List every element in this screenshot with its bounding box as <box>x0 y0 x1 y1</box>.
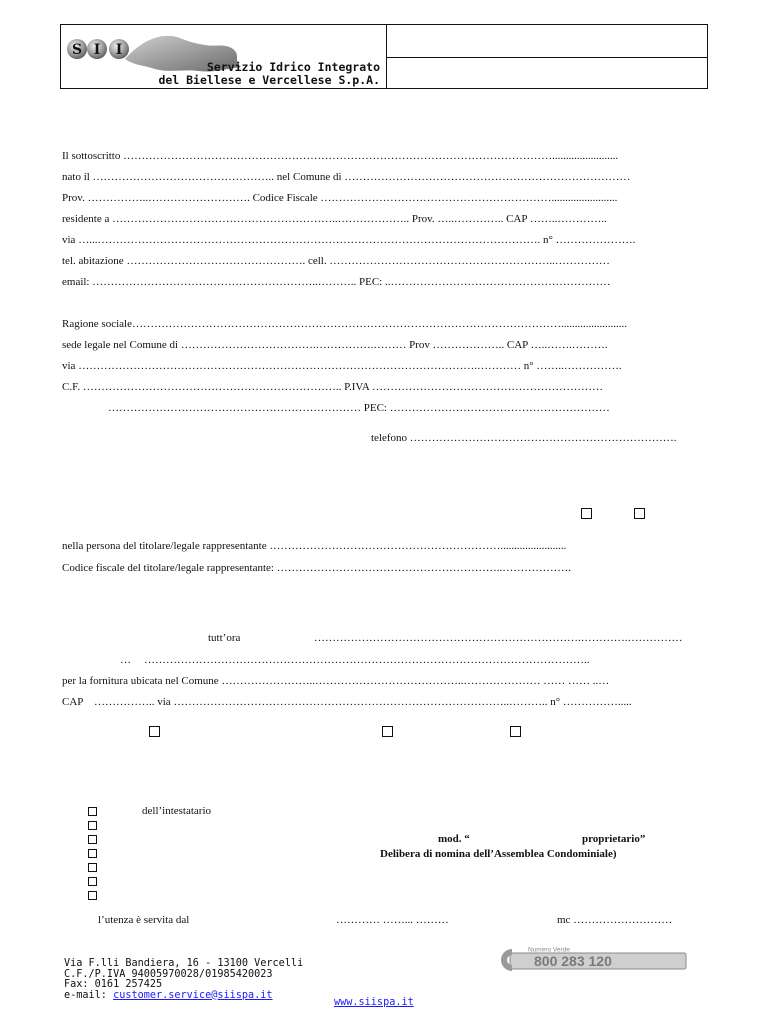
label-proprietario: proprietario” <box>582 833 646 845</box>
field-sottoscritto[interactable]: Il sottoscritto ………………………………………………………………………………………………………........................ <box>62 150 619 162</box>
attachment-checkbox-7[interactable] <box>88 891 97 900</box>
field-prov-codice-fiscale[interactable]: Prov. ……………..………………………. Codice Fiscale ………………………………………………………........................ <box>62 192 618 204</box>
numero-verde-label: Numero Verde <box>528 946 570 954</box>
field-ragione-sociale[interactable]: Ragione sociale………………………………………………………………………………………………………........................ <box>62 318 627 330</box>
field-titolare[interactable]: nella persona del titolare/legale rappresentante ………………………………………………………........................ <box>62 540 567 552</box>
field-residente[interactable]: residente a ……………………………………………………..……………….. Prov. …..………….. CAP ……..………….. <box>62 213 607 225</box>
numero-verde-number: 800 283 120 <box>534 953 612 969</box>
company-name-line1: Servizio Idrico Integrato <box>206 60 380 74</box>
attachment-checkbox-1[interactable] <box>88 807 97 816</box>
footer-email-label: e-mail: <box>64 989 107 1001</box>
field-telefono-cell[interactable]: tel. abitazione …………………………………………. cell. ……………………………………………………..…………… <box>62 255 610 267</box>
field-via[interactable]: via …...…………………………………………………………………………………………………………. n° …………………. <box>62 234 636 246</box>
header-blank-top <box>387 25 707 58</box>
field-company-pec[interactable]: …………………………………………………………… PEC: …………………………………………………… <box>108 402 610 414</box>
footer-website-link[interactable]: www.siispa.it <box>334 997 414 1008</box>
label-delibera: Delibera di nomina dell’Assemblea Condominiale) <box>380 848 617 860</box>
logo-letter-i2: I <box>115 42 123 58</box>
numero-verde-graphic <box>496 946 688 972</box>
field-cap-via[interactable]: …………….. via ………………………………………………………………………………..……….. n° ……………..... <box>94 696 632 708</box>
field-cf-piva[interactable]: C.F. …………………………………………………………….. P.IVA ……………………………………………………… <box>62 381 603 393</box>
label-utenza: l’utenza è servita dal <box>98 914 190 926</box>
field-tuttora[interactable]: ……………………………………………………………….………….…………… <box>314 632 683 644</box>
numero-verde-badge <box>496 946 688 972</box>
field-mc[interactable]: mc ……………………… <box>557 914 673 926</box>
company-name-line2: del Biellese e Vercellese S.p.A. <box>158 73 380 87</box>
logo-letter-i1: I <box>93 42 101 58</box>
field-line-prefix: … <box>120 654 131 666</box>
header-blank-bottom <box>387 58 707 88</box>
footer-email-link[interactable]: customer.service@siispa.it <box>113 989 273 1001</box>
option-checkbox-1[interactable] <box>581 508 592 519</box>
document-header <box>60 24 708 89</box>
field-company-telefono[interactable]: telefono ………………………………………………………………. <box>371 432 677 444</box>
supply-checkbox-2[interactable] <box>382 726 393 737</box>
footer-fax: Fax: 0161 257425 <box>64 979 163 990</box>
header-logo-cell <box>61 25 387 88</box>
field-fornitura-comune[interactable]: per la fornitura ubicata nel Comune ……………………..…………………………………..………………… …… …… ..… <box>62 675 610 687</box>
field-nato-comune[interactable]: nato il ………………………………………….. nel Comune di …………………………………………………………………… <box>62 171 631 183</box>
logo-letter-s: S <box>71 42 83 58</box>
field-utenza-data[interactable]: ………… ……... ……… <box>336 914 449 926</box>
label-intestatario: dell’intestatario <box>142 805 212 817</box>
field-company-via[interactable]: via ……………………………………………………………………………………………….………… n° ……..……………. <box>62 360 622 372</box>
option-checkbox-2[interactable] <box>634 508 645 519</box>
footer-contacts <box>64 959 303 1001</box>
field-email-pec[interactable]: email: ……………………………………………………..……….. PEC: ..…………………………………………………… <box>62 276 611 288</box>
footer-email-row <box>64 991 303 1002</box>
attachment-checkbox-2[interactable] <box>88 821 97 830</box>
supply-checkbox-3[interactable] <box>510 726 521 737</box>
label-mod: mod. “ <box>438 833 470 845</box>
field-sede-legale[interactable]: sede legale nel Comune di ……………………………….…………….……… Prov ……………….. CAP …..…….………. <box>62 339 608 351</box>
company-name <box>158 61 380 87</box>
attachment-checkbox-5[interactable] <box>88 863 97 872</box>
attachment-checkbox-6[interactable] <box>88 877 97 886</box>
field-supply-line2[interactable]: ………………………………………………………………………………………………………….. <box>144 654 590 666</box>
label-tuttora: tutt’ora <box>208 632 241 644</box>
footer-address: Via F.lli Bandiera, 16 - 13100 Vercelli <box>64 958 304 969</box>
footer-cf-piva: C.F./P.IVA 94005970028/01985420023 <box>64 968 273 980</box>
label-cap: CAP <box>62 696 84 708</box>
attachment-checkbox-4[interactable] <box>88 849 97 858</box>
field-codice-fiscale-titolare[interactable]: Codice fiscale del titolare/legale rappresentante: ……………………………………………………..………………. <box>62 562 571 574</box>
attachment-checkbox-3[interactable] <box>88 835 97 844</box>
supply-checkbox-1[interactable] <box>149 726 160 737</box>
